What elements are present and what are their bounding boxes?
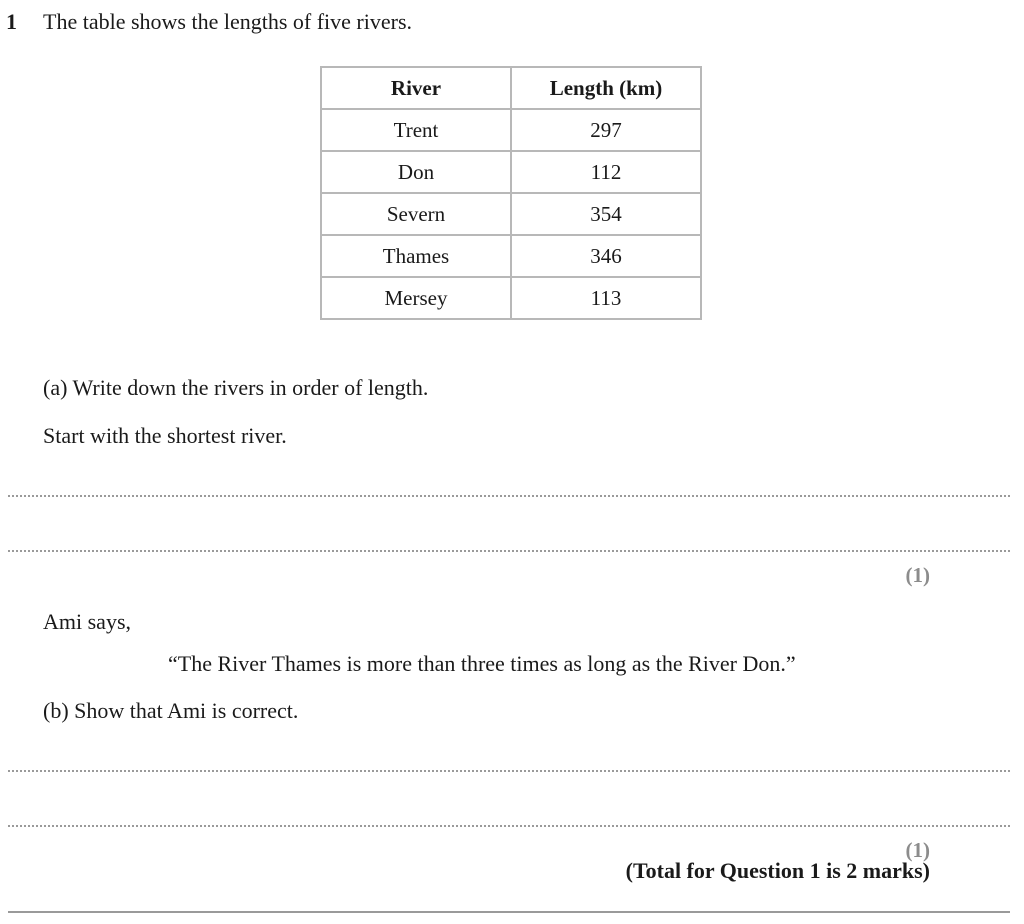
table-row [321,151,701,193]
table-header-row [321,67,701,109]
ami-says-text: Ami says, [43,609,131,634]
river-name-cell: Thames [321,235,511,277]
header-river: River [321,67,511,109]
question-number: 1 [6,9,17,34]
river-length-cell: 113 [511,277,701,319]
river-length-cell: 346 [511,235,701,277]
table-row [321,277,701,319]
river-length-cell: 354 [511,193,701,235]
table-row [321,235,701,277]
bottom-rule [8,911,1010,913]
total-marks: (Total for Question 1 is 2 marks) [625,858,930,883]
part-a-instruction: Start with the shortest river. [43,423,287,448]
answer-line[interactable] [8,495,1010,497]
answer-line[interactable] [8,770,1010,772]
answer-line[interactable] [8,550,1010,552]
river-name-cell: Severn [321,193,511,235]
part-a-marks: (1) [905,563,930,587]
rivers-table [320,66,702,320]
part-b-question: (b) Show that Ami is correct. [43,698,299,723]
part-a-question: (a) Write down the rivers in order of length. [43,375,429,400]
river-name-cell: Mersey [321,277,511,319]
table-row [321,193,701,235]
river-name-cell: Trent [321,109,511,151]
table-row [321,109,701,151]
header-length: Length (km) [511,67,701,109]
river-length-cell: 112 [511,151,701,193]
part-b-marks: (1) [905,838,930,862]
river-name-cell: Don [321,151,511,193]
ami-quote: “The River Thames is more than three times as long as the River Don.” [168,651,796,676]
river-length-cell: 297 [511,109,701,151]
question-intro: The table shows the lengths of five rivers. [43,9,413,34]
answer-line[interactable] [8,825,1010,827]
